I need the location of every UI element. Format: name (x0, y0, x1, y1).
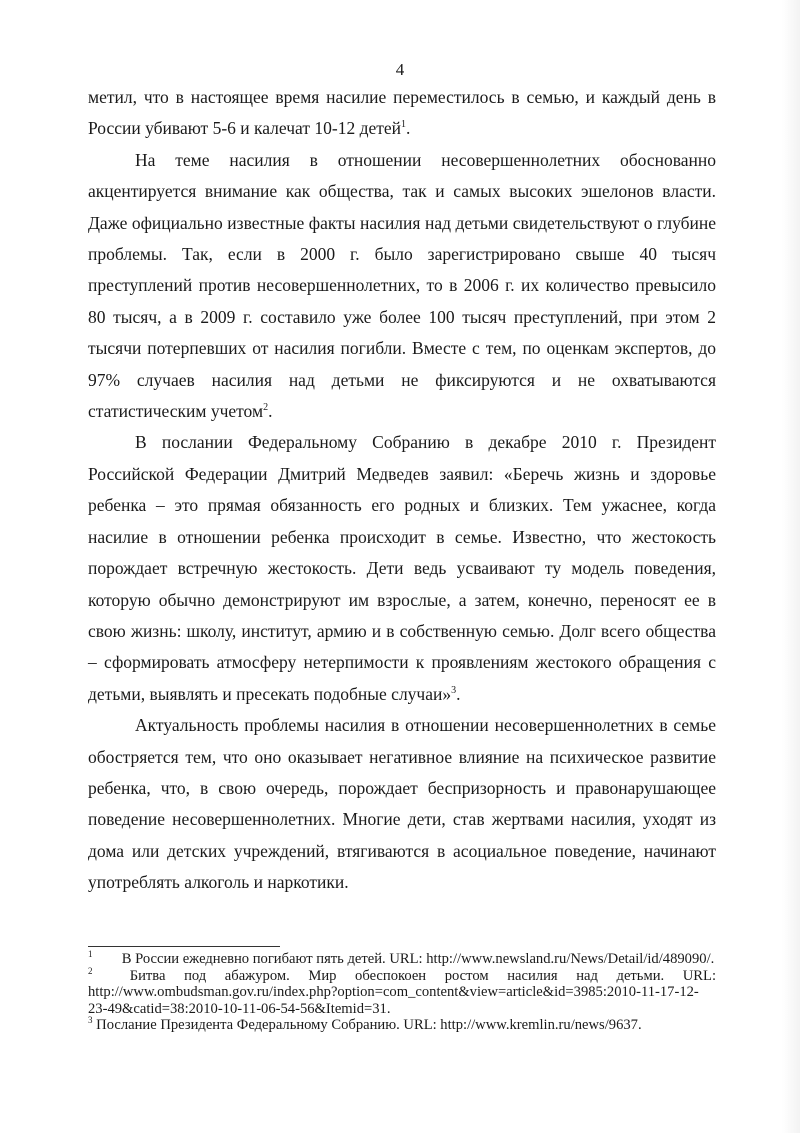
footnote-mark: 1 (88, 949, 93, 960)
footnote (88, 965, 716, 1018)
footnotes (88, 951, 716, 1034)
footnote-reference[interactable]: 2 (263, 402, 269, 414)
footnote-reference[interactable]: 3 (451, 684, 457, 696)
footnote-reference[interactable]: 1 (401, 119, 407, 131)
footnote-text[interactable]: В России ежедневно погибают пять детей. URL: http://www.newsland.ru/News/Detail/id/489090/. (121, 951, 715, 967)
body-text (88, 82, 716, 899)
footnote-text[interactable]: Послание Президента Федеральному Собранию. URL: http://www.kremlin.ru/news/9637. (96, 1017, 642, 1034)
footnote-separator (88, 946, 280, 947)
paragraph (88, 427, 716, 710)
paragraph-text: метил, что в настоящее время насилие переместилось в семью, и каждый день в России убивают 5-6 и калечат 10-12 детей (88, 87, 716, 139)
paragraph-text: На теме насилия в отношении несовершеннолетних обоснованно акцентируется внимание как общества, так и самых высоких эшелонов власти. Даже официально известные факты насилия над детьми свидетельствуют о глубине проблемы. Так, если в 2000 г. было зарегистрировано свыше 40 тысяч преступлений против несовершеннолетних, то в 2006 г. их количество превысило 80 тысяч, а в 2009 г. составило уже более 100 тысяч преступлений, при этом 2 тысячи потерпевших от насилия погибли. Вместе с тем, по оценкам экспертов, до 97% случаев насилия над детьми не фиксируются и не охватываются статистическим учетом (88, 149, 716, 422)
scan-edge-shadow (782, 0, 800, 1133)
page-number: 4 (395, 60, 405, 79)
footnote-mark: 3 (88, 1015, 93, 1026)
paragraph (88, 710, 716, 898)
paragraph-text: . (406, 118, 411, 139)
footnote-text[interactable]: Битва под абажуром. Мир обеспокоен ростом насилия над детьми. URL: http://www.ombudsman.gov.ru/index.php?option=com_content&view=article&id=3985:2010-11-17-12-23-49&catid=38:2010-10-11-06-54-56&Itemid=31. (88, 967, 716, 1017)
paragraph (88, 145, 716, 428)
paragraph-text: Актуальность проблемы насилия в отношении несовершеннолетних в семье обостряется тем, что оно оказывает негативное влияние на психическое развитие ребенка, что, в свою очередь, порождает беспризорность и правонарушающее поведение несовершеннолетних. Многие дети, став жертвами насилия, уходят из дома или детских учреждений, втягиваются в асоциальное поведение, начинают употреблять алкоголь и наркотики. (88, 715, 716, 893)
footnote-mark: 2 (88, 965, 93, 976)
footnote (88, 951, 716, 968)
footnote (88, 1017, 716, 1034)
paragraph-text: В послании Федеральному Собранию в декабре 2010 г. Президент Российской Федерации Дмитрий Медведев заявил: «Беречь жизнь и здоровье ребенка – это прямая обязанность его родных и близких. Тем ужаснее, когда насилие в отношении ребенка происходит в семье. Известно, что жестокость порождает встречную жестокость. Дети ведь усваивают ту модель поведения, которую обычно демонстрируют им взрослые, а затем, конечно, переносят ее в свою жизнь: школу, институт, армию и в собственную семью. Долг всего общества – сформировать атмосферу нетерпимости к проявлениям жестокого обращения с детьми, выявлять и пресекать подобные случаи» (88, 432, 716, 704)
paragraph-text: . (268, 401, 273, 422)
paragraph-text: . (456, 683, 461, 704)
paragraph (88, 82, 716, 145)
